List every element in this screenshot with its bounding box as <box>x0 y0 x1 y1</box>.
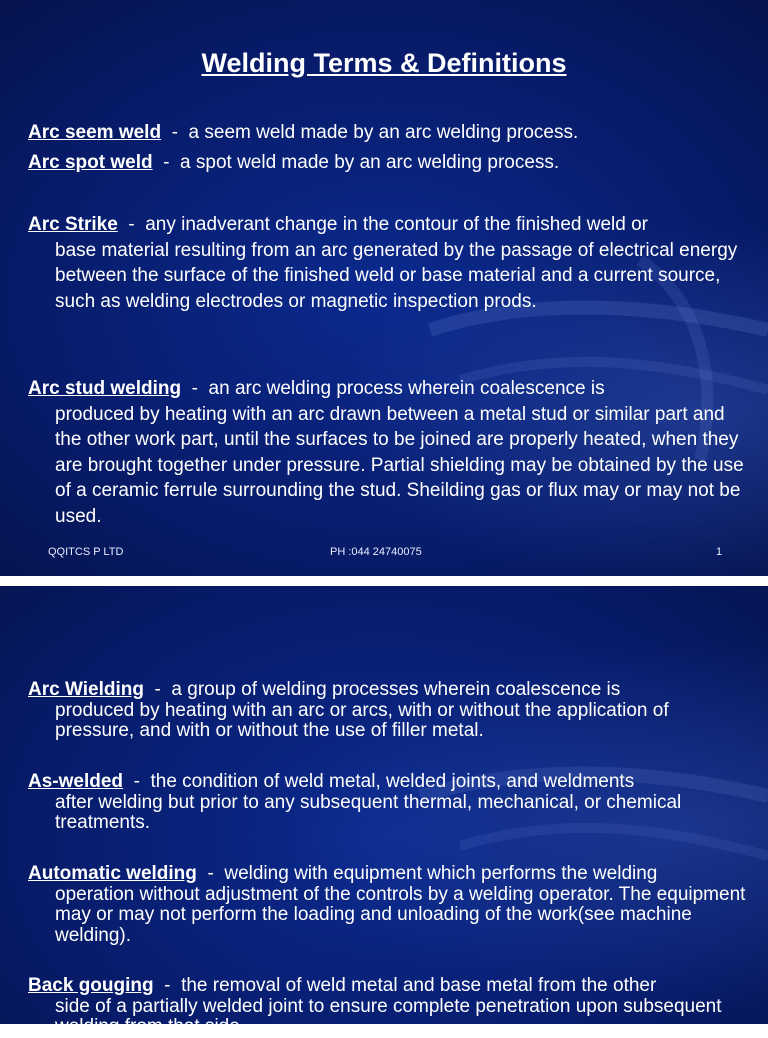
footer-phone: PH :044 24740075 <box>330 546 422 558</box>
definition-continuation: after welding but prior to any subsequent thermal, mechanical, or chemical treatments. <box>55 791 682 833</box>
definition-continuation: produced by heating with an arc drawn between a metal stud or similar part and the other work part, until the surfaces to be joined are properly heated, when they are brought together under pressure. Partial shielding may be obtained by the use of a ceramic ferrule surrounding the stud. Sheilding gas or flux may or may not be used. <box>55 403 744 527</box>
separator: - <box>196 863 225 884</box>
definition-text: a seem weld made by an arc welding process. <box>188 122 579 143</box>
definition-continuation: base material resulting from an arc generated by the passage of electrical energy between the surface of the finished weld or base material and a current source, such as welding electrodes or magnetic inspection prods. <box>55 239 738 312</box>
definition-arc-strike <box>28 212 748 314</box>
definition-continuation: produced by heating with an arc or arcs, with or without the application of pressure, and with or without the use of filler metal. <box>55 699 669 741</box>
separator: - <box>152 152 181 173</box>
definition-automatic-welding <box>28 864 748 946</box>
definition-text: the removal of weld metal and base metal from the other <box>181 975 657 996</box>
footer-company: QQITCS P LTD <box>48 546 124 558</box>
separator: - <box>117 214 146 235</box>
definition-arc-stud-welding <box>28 376 748 529</box>
separator: - <box>123 771 151 792</box>
slide-2 <box>0 586 768 1037</box>
separator: - <box>161 122 189 143</box>
definition-text: welding with equipment which performs the welding <box>224 863 658 884</box>
footer-page-number: 1 <box>716 546 723 558</box>
slide-title: Welding Terms & Definitions <box>201 48 567 78</box>
separator: - <box>143 679 172 700</box>
definition-continuation: operation without adjustment of the controls by a welding operator. The equipment may or may not perform the loading and unloading of the work(see machine welding). <box>55 883 746 946</box>
definition-arc-seem-weld <box>28 120 748 146</box>
definition-continuation: side of a partially welded joint to ensure complete penetration upon subsequent welding from that side. <box>55 995 722 1037</box>
term-label: Automatic welding <box>28 863 197 884</box>
definition-text: the condition of weld metal, welded joints, and weldments <box>150 771 635 792</box>
definition-text: any inadverant change in the contour of the finished weld or <box>145 214 649 235</box>
definition-arc-spot-weld <box>28 150 748 176</box>
term-label: Arc Wielding <box>28 679 144 700</box>
slide-separator <box>0 576 768 586</box>
separator: - <box>181 378 209 399</box>
definition-arc-wielding <box>28 680 748 742</box>
term-label: As-welded <box>28 771 124 792</box>
definition-text: a spot weld made by an arc welding process. <box>180 152 560 173</box>
separator: - <box>153 975 182 996</box>
term-label: Arc seem weld <box>28 122 162 143</box>
definition-text: a group of welding processes wherein coalescence is <box>171 679 621 700</box>
term-label: Arc Strike <box>28 214 118 235</box>
term-label: Arc spot weld <box>28 152 153 173</box>
definition-as-welded <box>28 772 748 834</box>
definition-text: an arc welding process wherein coalescence is <box>208 378 605 399</box>
term-label: Back gouging <box>28 975 154 996</box>
definition-back-gouging <box>28 976 748 1038</box>
term-label: Arc stud welding <box>28 378 182 399</box>
